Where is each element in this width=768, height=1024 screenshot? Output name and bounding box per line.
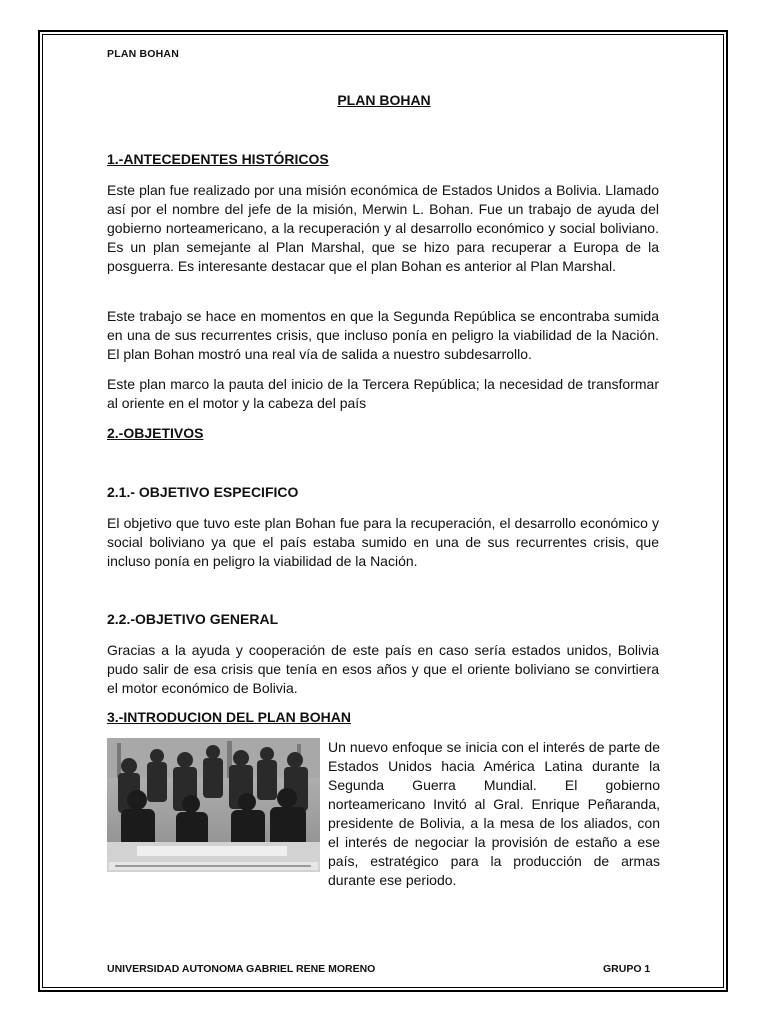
- footer-group: GRUPO 1: [603, 963, 651, 975]
- section-1-paragraph-2: Este trabajo se hace en momentos en que la Segunda República se encontraba sumida en una de sus recurrentes crisis, que incluso ponía en peligro la viabilidad de la Nación. El plan Bohan mostró una real vía de salida a nuestro subdesarrollo.: [107, 308, 659, 362]
- section-1-heading: 1.-ANTECEDENTES HISTÓRICOS: [107, 151, 329, 167]
- document-title-text: PLAN BOHAN: [337, 92, 431, 108]
- section-2-1-heading: 2.1.- OBJETIVO ESPECIFICO: [107, 484, 299, 500]
- section-1-paragraph-3: Este plan marco la pauta del inicio de la Tercera República; la necesidad de transformar al oriente en el motor y la cabeza del país: [107, 376, 659, 411]
- section-1-paragraph-1: Este plan fue realizado por una misión económica de Estados Unidos a Bolivia. Llamado así por el nombre del jefe de la misión, Merwin L. Bohan. Fue un trabajo de ayuda del gobierno norteamericano, a la recuperación y al desarrollo económico y social boliviano. Es un plan semejante al Plan Marshal, que se hizo para recuperar a Europa de la posguerra. Es interesante destacar que el plan Bohan es anterior al Plan Marshal.: [107, 182, 659, 274]
- historical-photo: [107, 738, 320, 872]
- section-3-text: Un nuevo enfoque se inicia con el interés de parte de Estados Unidos hacia América Latina durante la Segunda Guerra Mundial. El gobierno norteamericano Invitó al Gral. Enrique Peñaranda, presidente de Bolivia, a la mesa de los aliados, con el interés de negociar la provisión de estaño a ese país, estratégico para la producción de armas durante ese periodo.: [328, 739, 660, 888]
- section-2-2-text: Gracias a la ayuda y cooperación de este país en caso sería estados unidos, Bolivia pudo salir de esa crisis que tenía en esos años y que el oriente boliviano se convirtiera el motor económico de Bolivia.: [107, 642, 659, 696]
- page-header: PLAN BOHAN: [107, 48, 179, 60]
- section-3-heading: 3.-INTRODUCION DEL PLAN BOHAN: [107, 709, 351, 725]
- section-2-2-heading: 2.2.-OBJETIVO GENERAL: [107, 611, 279, 627]
- section-2-1-text: El objetivo que tuvo este plan Bohan fue para la recuperación, el desarrollo económico y social boliviano ya que el país estaba sumido en una de sus recurrentes crisis, que incluso ponía en peligro la viabilidad de la Nación.: [107, 515, 659, 569]
- footer-university: UNIVERSIDAD AUTONOMA GABRIEL RENE MORENO: [107, 963, 376, 975]
- document-title: [0, 92, 768, 108]
- section-2-heading: 2.-OBJETIVOS: [107, 425, 204, 441]
